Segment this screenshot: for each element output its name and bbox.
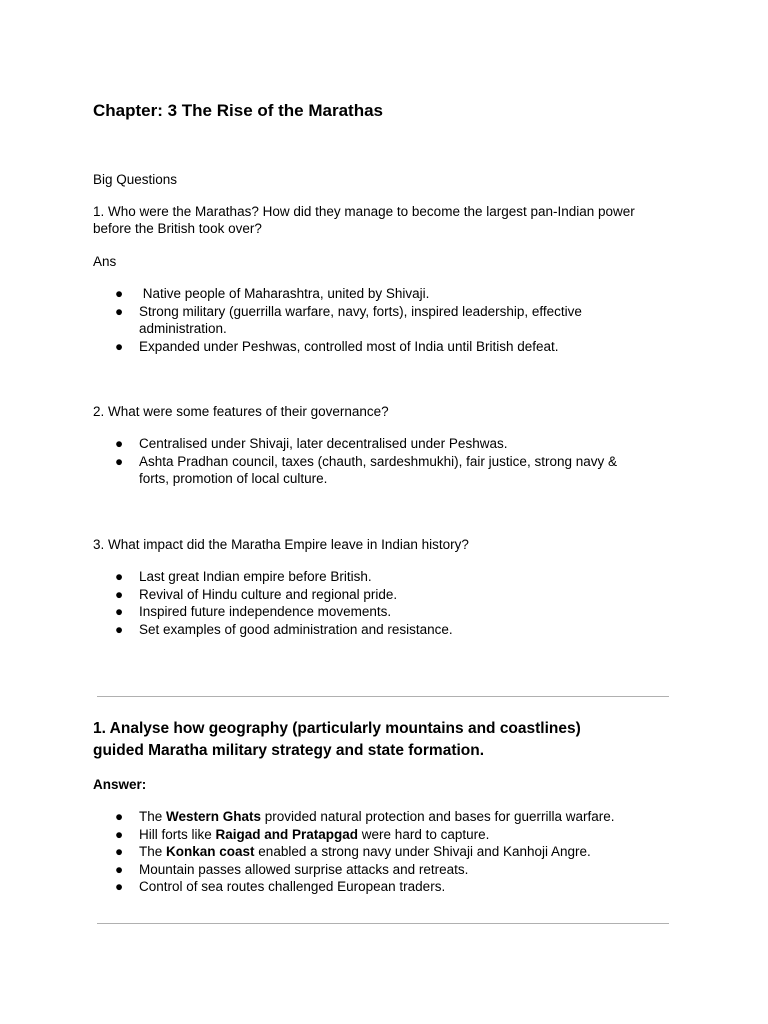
list-item [93, 303, 582, 338]
bullet-icon: ● [115, 569, 124, 584]
list-item [93, 826, 615, 844]
section-1-heading-line-1: 1. Analyse how geography (particularly mountains and coastlines) [93, 720, 581, 737]
page-title: Chapter: 3 The Rise of the Marathas [93, 101, 384, 120]
question-3-answer-list [93, 568, 453, 638]
list-item-text: Ashta Pradhan council, taxes (chauth, sardeshmukhi), fair justice, strong navy & [139, 453, 617, 469]
bullet-icon: ● [115, 879, 124, 894]
list-item [93, 435, 617, 453]
list-item-text-pre: Hill forts like [139, 826, 216, 842]
question-2: 2. What were some features of their governance? [93, 404, 389, 419]
list-item-text: Control of sea routes challenged European traders. [139, 879, 446, 894]
list-item [93, 603, 453, 621]
bullet-icon: ● [115, 826, 124, 842]
list-item-text-continued: administration. [139, 321, 227, 336]
section-1-answer-list [93, 808, 615, 896]
bullet-icon: ● [115, 604, 124, 619]
list-item-text-post: enabled a strong navy under Shivaji and Kanhoji Angre. [254, 844, 591, 859]
question-2-answer-list [93, 435, 617, 488]
bullet-icon: ● [115, 586, 124, 602]
list-item [93, 338, 582, 356]
list-item [93, 878, 615, 896]
list-item-text: Strong military (guerrilla warfare, navy, forts), inspired leadership, effective [139, 303, 582, 319]
horizontal-divider [97, 923, 669, 924]
big-questions-label: Big Questions [93, 172, 178, 187]
list-item [93, 453, 617, 488]
list-item [93, 843, 615, 861]
bullet-icon: ● [115, 844, 124, 859]
list-item-text-pre: The [139, 809, 167, 824]
list-item-text-bold: Konkan coast [166, 844, 255, 859]
question-1-line-2: before the British took over? [93, 221, 262, 236]
bullet-icon: ● [115, 453, 124, 469]
list-item-text: Set examples of good administration and resistance. [139, 621, 453, 637]
question-1-answer-list [93, 285, 582, 355]
list-item-text: Inspired future independence movements. [139, 604, 392, 619]
bullet-icon: ● [115, 338, 124, 354]
bullet-icon: ● [115, 436, 124, 451]
list-item-text-pre: The [139, 844, 167, 859]
bullet-icon: ● [115, 621, 124, 637]
list-item-text-post: were hard to capture. [358, 826, 490, 842]
list-item-text: Centralised under Shivaji, later decentralised under Peshwas. [139, 436, 508, 451]
horizontal-divider [97, 696, 669, 697]
section-1-heading-line-2: guided Maratha military strategy and state formation. [93, 742, 485, 759]
list-item-text: Native people of Maharashtra, united by Shivaji. [139, 286, 430, 301]
list-item-text-post: provided natural protection and bases for guerrilla warfare. [261, 809, 615, 824]
list-item-text: Expanded under Peshwas, controlled most of India until British defeat. [139, 338, 559, 354]
answer-label: Answer: [93, 777, 147, 792]
bullet-icon: ● [115, 809, 124, 824]
list-item-text-continued: forts, promotion of local culture. [139, 471, 328, 486]
list-item-text: Mountain passes allowed surprise attacks and retreats. [139, 861, 469, 877]
list-item [93, 568, 453, 586]
list-item-text-bold: Raigad and Pratapgad [215, 826, 359, 842]
list-item [93, 285, 582, 303]
bullet-icon: ● [115, 861, 124, 877]
list-item [93, 621, 453, 639]
question-3: 3. What impact did the Maratha Empire leave in Indian history? [93, 537, 469, 552]
list-item-text: Last great Indian empire before British. [139, 569, 372, 584]
list-item [93, 808, 615, 826]
list-item-text-bold: Western Ghats [166, 809, 262, 824]
ans-label: Ans [93, 254, 117, 269]
bullet-icon: ● [115, 303, 124, 319]
question-1-line-1: 1. Who were the Marathas? How did they manage to become the largest pan-Indian power [93, 204, 635, 219]
list-item [93, 586, 453, 604]
list-item [93, 861, 615, 879]
list-item-text: Revival of Hindu culture and regional pride. [139, 586, 398, 602]
bullet-icon: ● [115, 286, 124, 301]
